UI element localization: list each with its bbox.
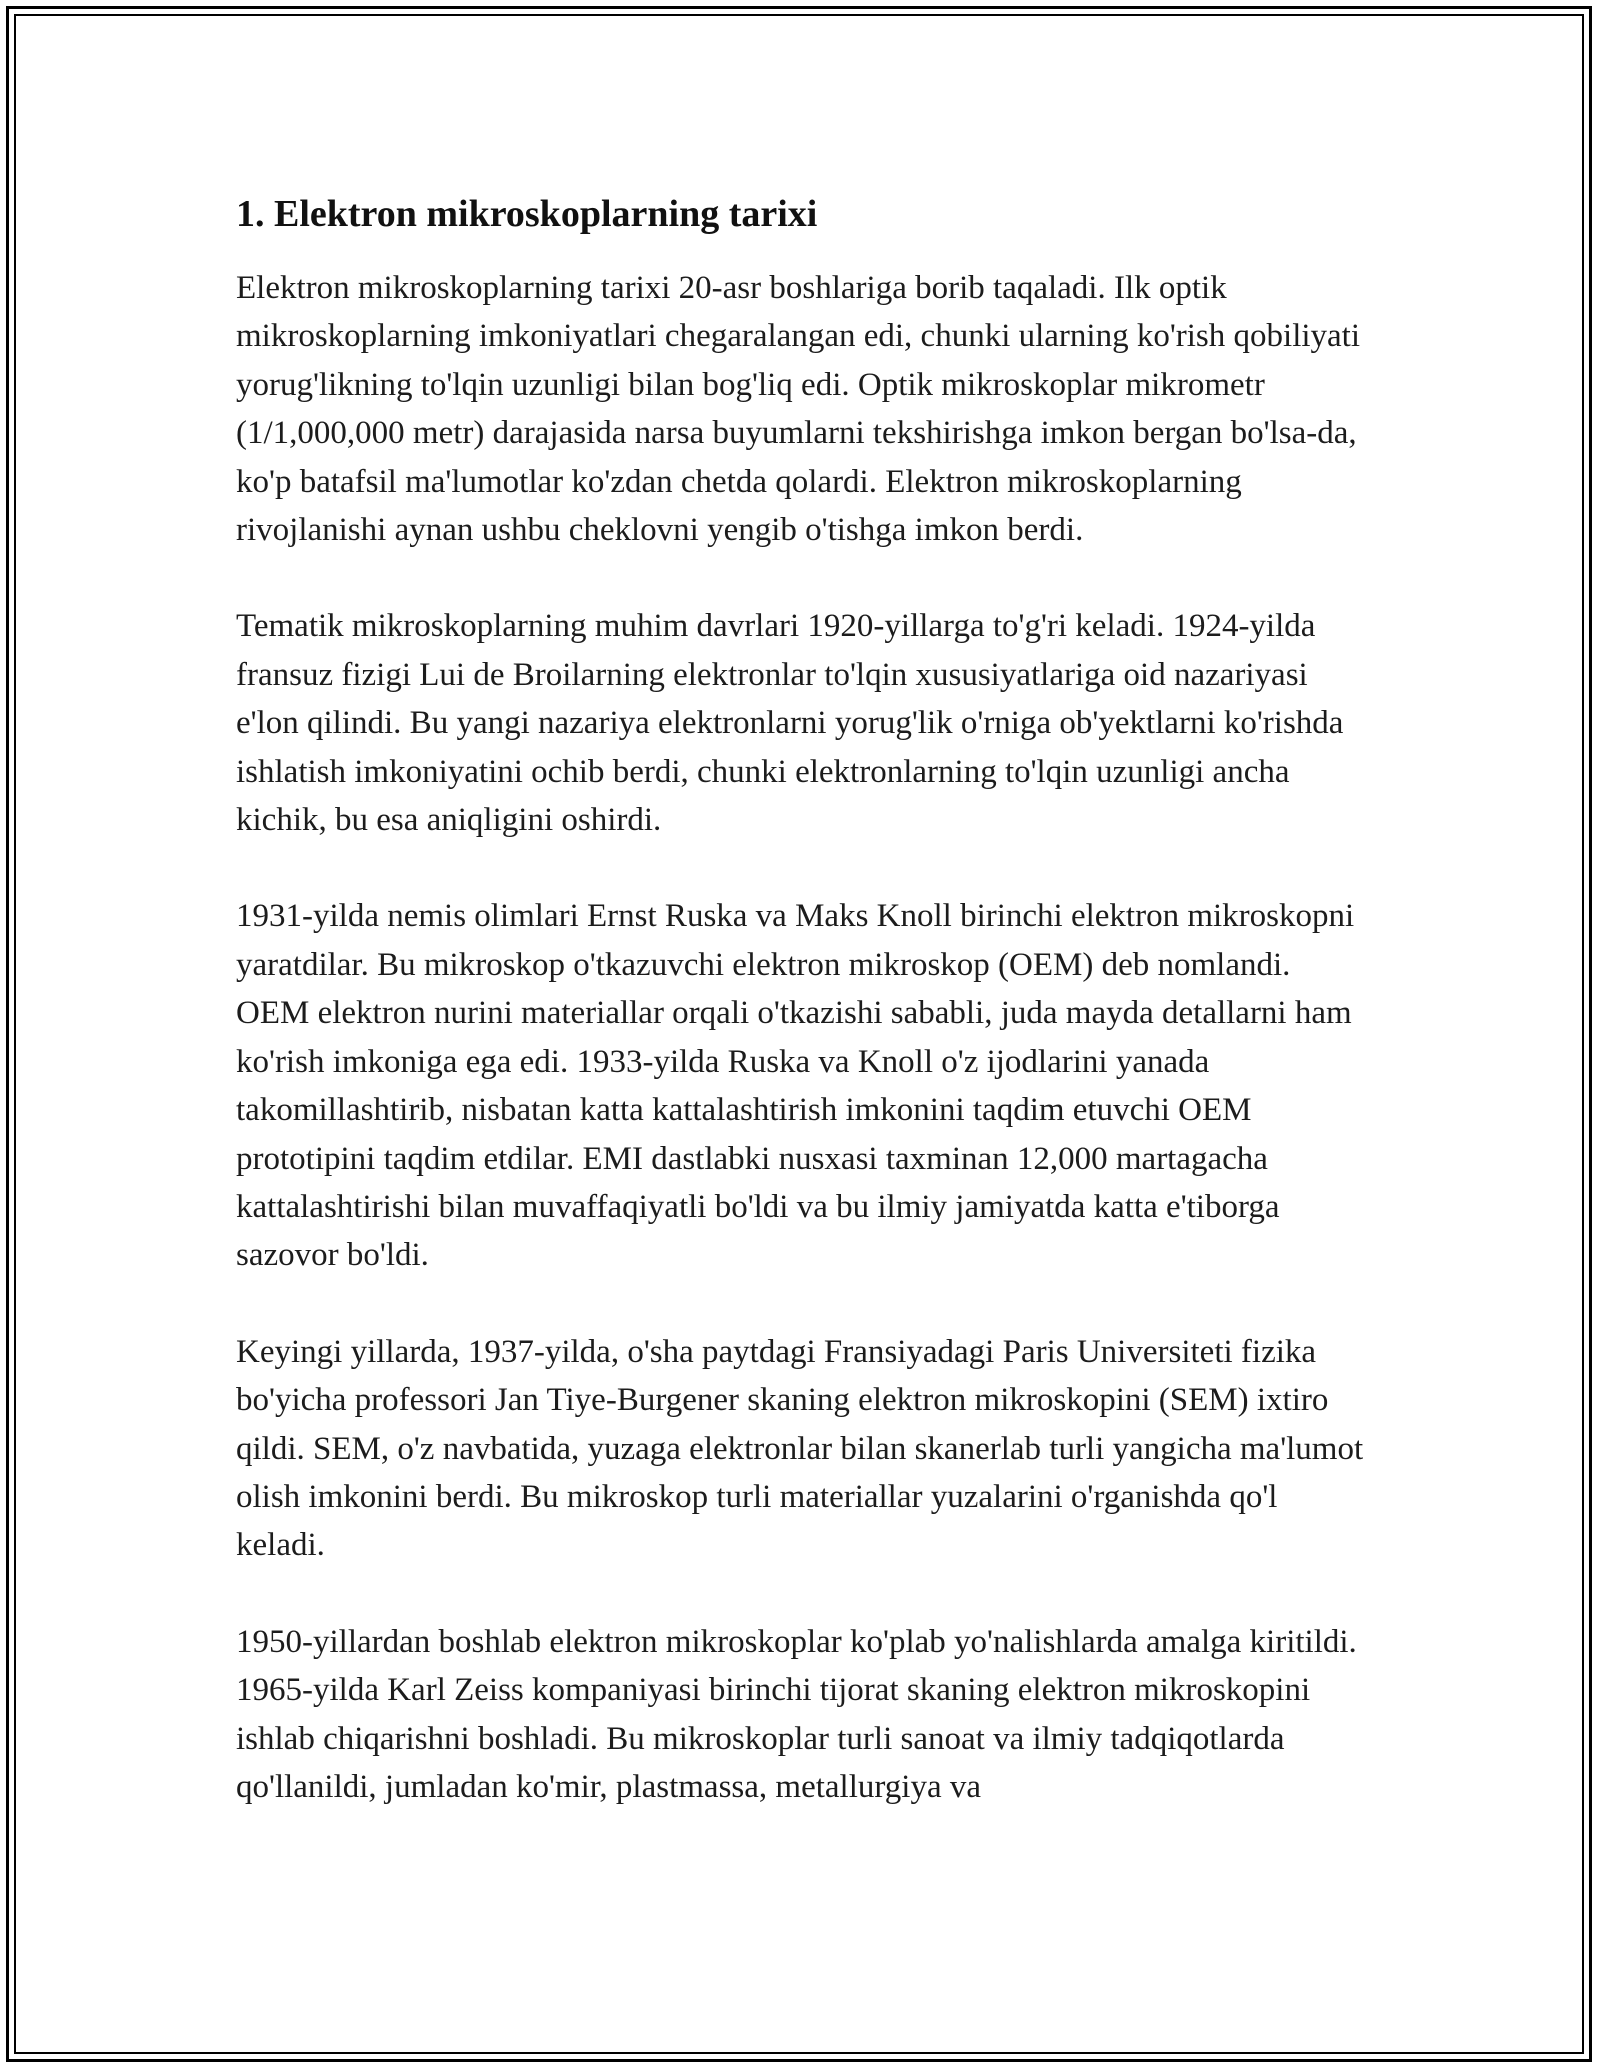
paragraph-4: Keyingi yillarda, 1937-yilda, o'sha paytdagi Fransiyadagi Paris Universiteti fizika bo'yicha professori Jan Tiye-Burgener skaning elektron mikroskopini (SEM) ixtiro qildi. SEM, o'z navbatida, yuzaga elektronlar bilan skanerlab turli yangicha ma'lumot olish imkonini berdi. Bu mikroskop turli materiallar yuzalarini o'rganishda qo'l keladi.: [236, 1333, 1364, 1564]
paragraph-3: 1931-yilda nemis olimlari Ernst Ruska va Maks Knoll birinchi elektron mikroskopni yaratdilar. Bu mikroskop o'tkazuvchi elektron mikroskop (OEM) deb nomlandi. OEM elektron nurini materiallar orqali o'tkazishi sababli, juda mayda detallarni ham ko'rish imkoniga ega edi. 1933-yilda Ruska va Knoll o'z ijodlarini yanada takomillashtirib, nisbatan katta kattalashtirish imkonini taqdim etuvchi OEM prototipini taqdim etdilar. EMI dastlabki nusxasi taxminan 12,000 martagacha kattalashtirishi bilan muvaffaqiyatli bo'ldi va bu ilmiy jamiyatda katta e'tiborga sazovor bo'ldi.: [236, 898, 1355, 1274]
document-body: [236, 186, 1364, 1859]
paragraph-5: 1950-yillardan boshlab elektron mikroskoplar ko'plab yo'nalishlarda amalga kiritildi. 1965-yilda Karl Zeiss kompaniyasi birinchi tijorat skaning elektron mikroskopini ishlab chiqarishni boshladi. Bu mikroskoplar turli sanoat va ilmiy tadqiqotlarda qo'llanildi, jumladan ko'mir, plastmassa, metallurgiya va: [236, 1623, 1357, 1805]
paragraph-2: Tematik mikroskoplarning muhim davrlari 1920-yillarga to'g'ri keladi. 1924-yilda fransuz fizigi Lui de Broilarning elektronlar to'lqin xususiyatlariga oid nazariyasi e'lon qilindi. Bu yangi nazariya elektronlarni yorug'lik o'rniga ob'yektlarni ko'rishda ishlatish imkoniyatini ochib berdi, chunki elektronlarning to'lqin uzunligi ancha kichik, bu esa aniqligini oshirdi.: [236, 608, 1344, 839]
paragraph-1: Elektron mikroskoplarning tarixi 20-asr boshlariga borib taqaladi. Ilk optik mikroskoplarning imkoniyatlari chegaralangan edi, chunki ularning ko'rish qobiliyati yorug'likning to'lqin uzunligi bilan bog'liq edi. Optik mikroskoplar mikrometr (1/1,000,000 metr) darajasida narsa buyumlarni tekshirishga imkon bergan bo'lsa-da, ko'p batafsil ma'lumotlar ko'zdan chetda qolardi. Elektron mikroskoplarning rivojlanishi aynan ushbu cheklovni yengib o'tishga imkon berdi.: [236, 270, 1361, 549]
section-heading: 1. Elektron mikroskoplarning tarixi: [236, 193, 818, 235]
